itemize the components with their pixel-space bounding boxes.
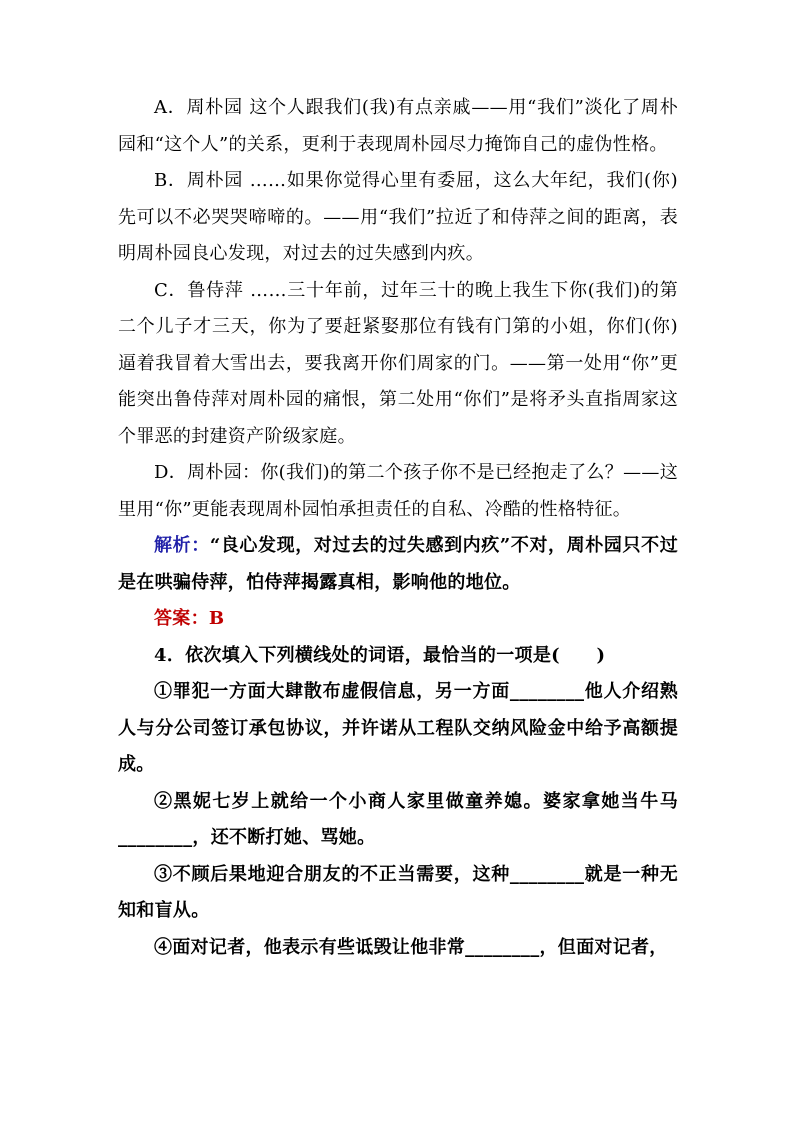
document-content xyxy=(118,90,678,966)
answer-value: B xyxy=(208,608,225,629)
option-a: A．周朴园 这个人跟我们(我)有点亲戚——用“我们”淡化了周朴园和“这个人”的关系，更利于表现周朴园尽力掩饰自己的虚伪性格。 xyxy=(118,97,678,155)
analysis-paragraph xyxy=(118,528,678,601)
analysis-label: 解析： xyxy=(154,535,210,556)
analysis-text: “良心发现，对过去的过失感到内疚”不对，周朴园只不过是在哄骗侍萍，怕侍萍揭露真相，影响他的地位。 xyxy=(118,535,678,593)
question-4-item-1: ①罪犯一方面大肆散布虚假信息，另一方面________他人介绍熟人与分公司签订承包协议，并许诺从工程队交纳风险金中给予高额提成。 xyxy=(118,681,678,775)
question-4-item-2: ②黑妮七岁上就给一个小商人家里做童养媳。婆家拿她当牛马________，还不断打她、骂她。 xyxy=(118,790,678,848)
question-4-item-3: ③不顾后果地迎合朋友的不正当需要，这种________就是一种无知和盲从。 xyxy=(118,863,678,921)
answer-paragraph xyxy=(118,601,678,638)
question-4-item-4: ④面对记者，他表示有些诋毁让他非常________，但面对记者， xyxy=(154,936,668,958)
option-c: C．鲁侍萍 ……三十年前，过年三十的晚上我生下你(我们)的第二个儿子才三天，你为了要赶紧娶那位有钱有门第的小姐，你们(你)逼着我冒着大雪出去，要我离开你们周家的门。——第一处用“你”更能突出鲁侍萍对周朴园的痛恨，第二处用“你们”是将矛头直指周家这个罪恶的封建资产阶级家庭。 xyxy=(118,279,678,447)
answer-label: 答案： xyxy=(154,608,209,629)
option-d: D．周朴园：你(我们)的第二个孩子你不是已经抱走了么？——这里用“你”更能表现周朴园怕承担责任的自私、冷酷的性格特征。 xyxy=(118,462,678,520)
question-4-stem: 4．依次填入下列横线处的词语，最恰当的一项是( ) xyxy=(154,644,606,666)
option-b: B．周朴园 ……如果你觉得心里有委屈，这么大年纪，我们(你)先可以不必哭哭啼啼的。——用“我们”拉近了和侍萍之间的距离，表明周朴园良心发现，对过去的过失感到内疚。 xyxy=(118,170,678,264)
